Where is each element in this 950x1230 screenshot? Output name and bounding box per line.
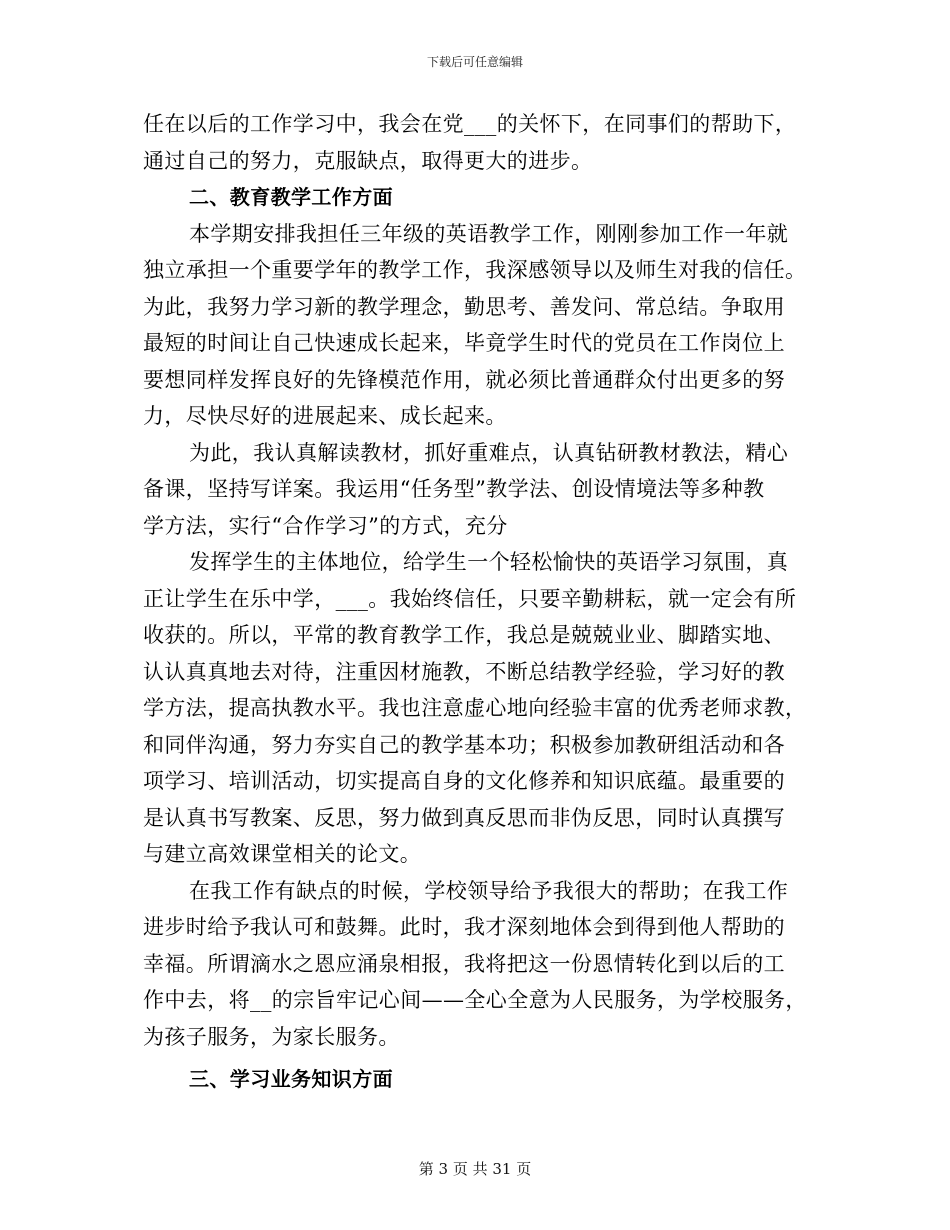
paragraph-line: 项学习、培训活动，切实提高自身的文化修养和知识底蕴。最重要的 xyxy=(143,769,785,793)
paragraph-line: 本学期安排我担任三年级的英语教学工作，刚刚参加工作一年就 xyxy=(189,221,789,246)
paragraph-line: 正让学生在乐中学，___。我始终信任，只要辛勤耕耘，就一定会有所 xyxy=(143,586,797,611)
document-body xyxy=(143,106,808,1098)
paragraph-line: 力，尽快尽好的进展起来、成长起来。 xyxy=(143,404,507,428)
paragraph-line: 要想同样发挥良好的先锋模范作用，就必须比普通群众付出更多的努 xyxy=(143,367,785,392)
paragraph-line: 与建立高效课堂相关的论文。 xyxy=(143,842,422,866)
paragraph-line: 独立承担一个重要学年的教学工作，我深感领导以及师生对我的信任。 xyxy=(143,258,807,282)
paragraph-line: 认认真真地去对待，注重因材施教，不断总结教学经验，学习好的教 xyxy=(143,659,785,684)
paragraph-line: 备课，坚持写详案。我运用“任务型”教学法、创设情境法等多种教 xyxy=(143,477,765,501)
paragraph-line: 学方法，提高执教水平。我也注意虚心地向经验丰富的优秀老师求教， xyxy=(143,696,807,720)
page-number: 第 3 页 共 31 页 xyxy=(418,1160,532,1178)
paragraph-line: 为此，我认真解读教材，抓好重难点，认真钻研教材教法，精心 xyxy=(189,440,789,465)
paragraph-line: 收获的。所以，平常的教育教学工作，我总是兢兢业业、脚踏实地、 xyxy=(143,623,785,647)
paragraph-line: 发挥学生的主体地位，给学生一个轻松愉快的英语学习氛围，真 xyxy=(189,550,789,574)
section-heading: 三、学习业务知识方面 xyxy=(189,1067,393,1091)
paragraph-line: 学方法，实行“合作学习”的方式，充分 xyxy=(143,513,508,538)
paragraph-line: 幸福。所谓滴水之恩应涌泉相报，我将把这一份恩情转化到以后的工 xyxy=(143,951,785,976)
paragraph-line: 为此，我努力学习新的教学理念，勤思考、善发问、常总结。争取用 xyxy=(143,294,785,319)
paragraph-line: 任在以后的工作学习中，我会在党___的关怀下，在同事们的帮助下， xyxy=(143,112,797,136)
paragraph-line: 在我工作有缺点的时候，学校领导给予我很大的帮助；在我工作 xyxy=(189,878,789,903)
paragraph-line: 作中去，将__的宗旨牢记心间——全心全意为人民服务，为学校服务， xyxy=(143,988,807,1012)
paragraph-line: 通过自己的努力，克服缺点，取得更大的进步。 xyxy=(143,148,593,173)
paragraph-line: 为孩子服务，为家长服务。 xyxy=(143,1024,400,1049)
page-header-note: 下载后可任意编辑 xyxy=(426,55,523,69)
paragraph-line: 最短的时间让自己快速成长起来，毕竟学生时代的党员在工作岗位上 xyxy=(143,331,785,355)
paragraph-line: 是认真书写教案、反思，努力做到真反思而非伪反思，同时认真撰写 xyxy=(143,805,785,830)
paragraph-line: 进步时给予我认可和鼓舞。此时，我才深刻地体会到得到他人帮助的 xyxy=(143,915,785,939)
section-heading: 二、教育教学工作方面 xyxy=(189,185,393,209)
paragraph-line: 和同伴沟通，努力夯实自己的教学基本功；积极参加教研组活动和各 xyxy=(143,732,785,757)
